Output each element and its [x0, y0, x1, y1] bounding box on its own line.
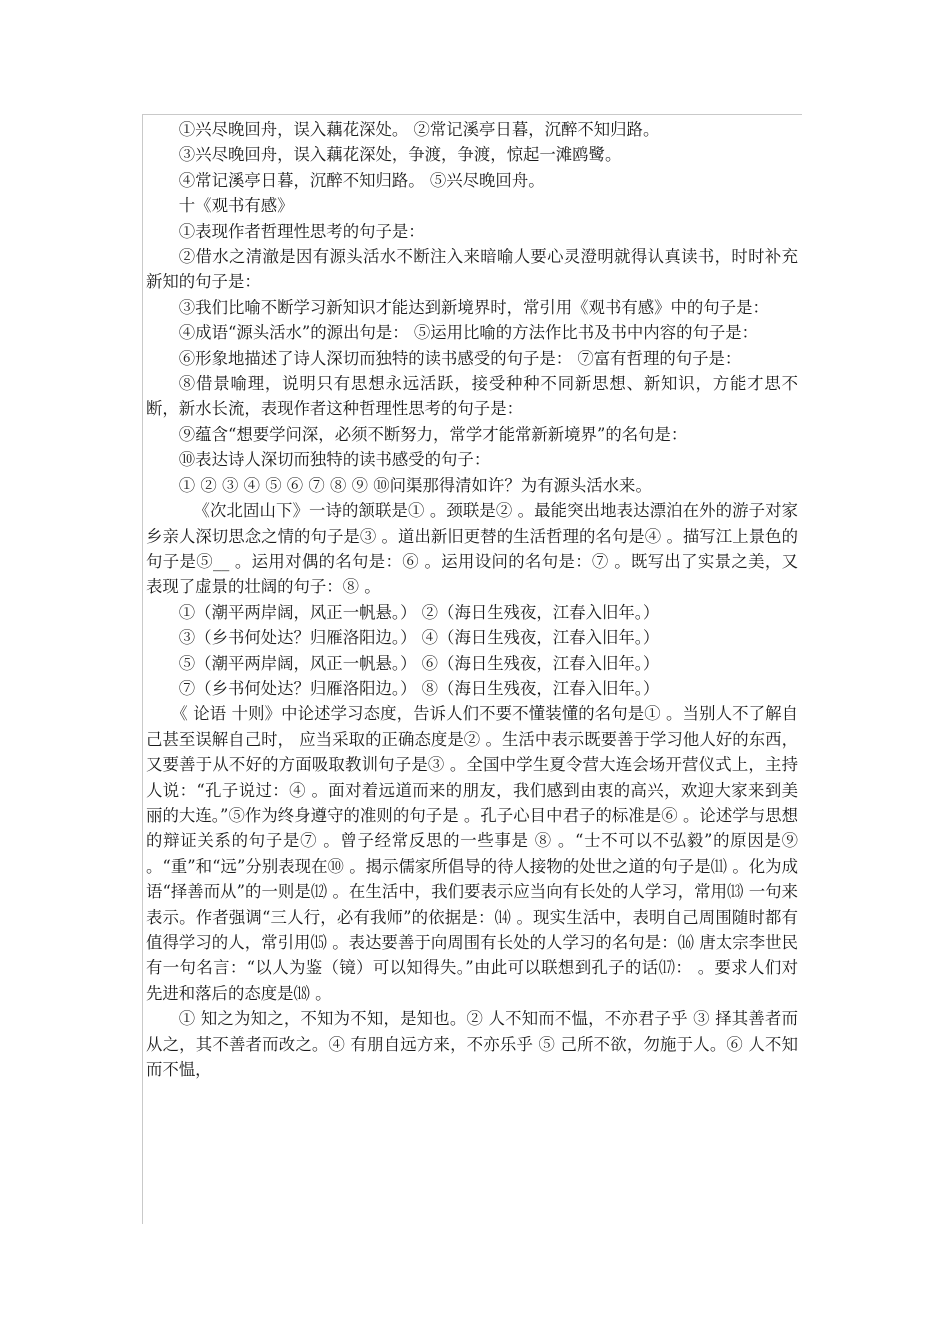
answer-line: ④常记溪亭日暮，沉醉不知归路。 ⑤兴尽晚回舟。: [178, 170, 545, 190]
answer-line: ①（潮平两岸阔，风正一帆悬。） ②（海日生残夜，江春入旧年。）: [178, 602, 660, 622]
answer-line: ⑤（潮平两岸阔，风正一帆悬。） ⑥（海日生残夜，江春入旧年。）: [178, 653, 660, 673]
answer-line: ①兴尽晚回舟，误入藕花深处。 ②常记溪亭日暮，沉醉不知归路。: [178, 120, 660, 139]
section-heading: 十《观书有感》: [178, 196, 294, 216]
answer-paragraph: ① ② ③ ④ ⑤ ⑥ ⑦ ⑧ ⑨ ⑩问渠那得清如许？为有源头活水来。: [178, 475, 652, 495]
question-paragraph: ⑧借景喻理，说明只有思想永远活跃，接受种种不同新思想、新知识，方能才思不断，新水长流，表现作者这种哲理性思考的句子是：: [146, 374, 798, 419]
document-body: [146, 117, 798, 1082]
question-paragraph: ②借水之清澈是因有源头活水不断注入来暗喻人要心灵澄明就得认真读书，时时补充新知的句子是：: [146, 247, 798, 292]
question-paragraph: ⑥形象地描述了诗人深切而独特的读书感受的句子是： ⑦富有哲理的句子是：: [178, 348, 742, 368]
answer-line: ③（乡书何处达？归雁洛阳边。） ④（海日生残夜，江春入旧年。）: [178, 628, 660, 648]
top-border-line: [142, 114, 802, 115]
answer-line: ③兴尽晚回舟，误入藕花深处，争渡，争渡，惊起一滩鸥鹭。: [178, 145, 622, 165]
left-border-line: [142, 114, 143, 1224]
question-paragraph: 《 论语 十则》中论述学习态度，告诉人们不要不懂装懂的名句是① 。当别人不了解自己甚至误解自己时， 应当采取的正确态度是② 。生活中表示既要善于学习他人好的东西，又要善于从不好的方面吸取教训句子是③ 。全国中学生夏令营大连会场开营仪式上，主持人说：“孔子说过：④ 。面对着远道而来的朋友，我们感到由衷的高兴，欢迎大家来到美丽的大连。”⑤作为终身遵守的准则的句子是 。孔子心目中君子的标准是⑥ 。论述学与思想的辩证关系的句子是⑦ 。曾子经常反思的一些事是 ⑧ 。“士不可以不弘毅”的原因是⑨ 。“重”和“远”分别表现在⑩ 。揭示儒家所倡导的待人接物的处世之道的句子是⑾ 。化为成语“择善而从”的一则是⑿ 。在生活中，我们要表示应当向有长处的人学习，常用⒀ 一句来表示。作者强调“三人行，必有我师”的依据是：⒁ 。现实生活中，表明自己周围随时都有值得学习的人，常引用⒂ 。表达要善于向周围有长处的人学习的名句是：⒃ 唐太宗李世民有一句名言：“以人为鉴（镜）可以知得失。”由此可以联想到孔子的话⒄： 。要求人们对先进和落后的态度是⒅ 。: [146, 704, 798, 1003]
answer-paragraph: ① 知之为知之，不知为不知，是知也。② 人不知而不愠，不亦君子乎 ③ 择其善者而从之，其不善者而改之。④ 有朋自远方来，不亦乐乎 ⑤ 己所不欲，勿施于人。⑥ 人不知而不愠，: [146, 1009, 798, 1080]
question-paragraph: ③我们比喻不断学习新知识才能达到新境界时，常引用《观书有感》中的句子是：: [178, 297, 769, 317]
question-line: ⑩表达诗人深切而独特的读书感受的句子：: [178, 450, 491, 470]
answer-line: ⑦（乡书何处达？归雁洛阳边。） ⑧（海日生残夜，江春入旧年。）: [178, 678, 660, 698]
question-line: ①表现作者哲理性思考的句子是：: [178, 221, 425, 241]
question-line: ⑨蕴含“想要学问深，必须不断努力，常学才能常新新境界”的名句是：: [178, 424, 688, 444]
question-paragraph: 《次北固山下》一诗的颔联是① 。颈联是② 。最能突出地表达漂泊在外的游子对家乡亲人深切思念之情的句子是③ 。道出新旧更替的生活哲理的名句是④ 。描写江上景色的句子是⑤__ 。运用对偶的名句是：⑥ 。运用设问的名句是：⑦ 。既写出了实景之美，又表现了虚景的壮阔的句子：⑧ 。: [146, 501, 798, 597]
question-paragraph: ④成语“源头活水”的源出句是： ⑤运用比喻的方法作比书及书中内容的句子是：: [178, 323, 759, 343]
